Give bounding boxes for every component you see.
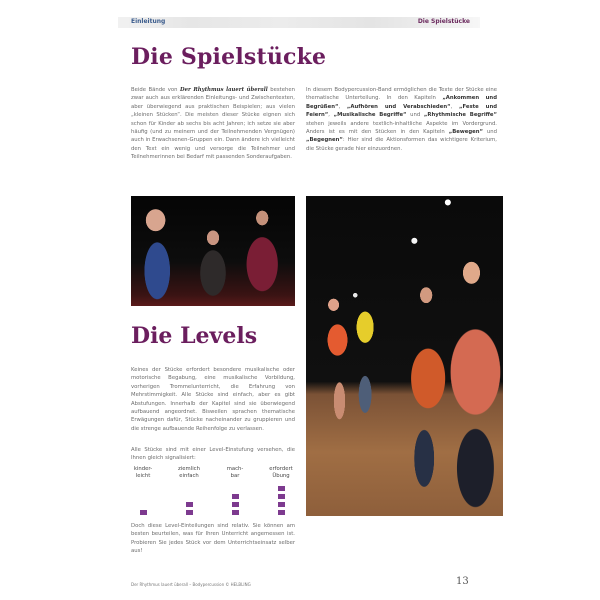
page-number: 13 xyxy=(456,576,469,587)
level-square-icon xyxy=(232,510,239,515)
footer-credit: Der Rhythmus lauert überall – Bodypercussion © HELBLING xyxy=(131,582,251,587)
text: In diesem Bodypercussion-Band ermöglichen die Texte der Stücke eine thematische Unterteilung. In den Kapiteln xyxy=(306,87,497,102)
photo-group-on-stage xyxy=(306,196,503,516)
level-square-icon xyxy=(232,502,239,507)
text: bestehen zwar auch aus erklärenden Einleitungs- und Zwischentexten, aber überwiegend aus praktischen Beispielen; aus vielen „kleinen Stücken“. Die meisten dieser Stücke eignen sich schon für Kinder ab sechs bis acht Jahren; ich setze sie aber häufig (und zu meinem und der Teilnehmenden Vergnügen) auch in Erwachsenen-Gruppen ein. Dann ändere ich vielleicht den Text ein wenig und versorge die Teilnehmer und Teilnehmerinnen bei Bedarf mit passenden Sonderaufgaben. xyxy=(131,87,295,161)
level-label: mach- xyxy=(226,466,244,472)
chapter-name: „Aufhören und Verabschieden“ xyxy=(346,103,451,110)
level-square-icon xyxy=(278,494,285,499)
level-3 xyxy=(215,466,255,479)
intro-paragraph-right xyxy=(306,86,497,153)
heading-levels: Die Levels xyxy=(131,323,258,349)
text: stehen jeweils andere textlich-inhaltliche Aspekte im Vordergrund. Anders ist es mit den Stücken in den Kapiteln xyxy=(306,120,497,136)
photo-three-performers xyxy=(131,196,295,306)
level-label: Übung xyxy=(272,472,290,479)
running-header-chapter: Die Spielstücke xyxy=(417,18,470,25)
text: Beide Bände von xyxy=(131,87,181,93)
level-square-icon xyxy=(232,494,239,499)
text: , xyxy=(338,103,347,110)
text: : Hier sind die Aktionsformen das wichtigere Kriterium, die Stücke gerade hier einzuordnen. xyxy=(306,137,497,152)
level-square-icon xyxy=(278,502,285,507)
level-square-icon xyxy=(278,486,285,491)
levels-paragraph-1: Keines der Stücke erfordert besondere musikalische oder motorische Begabung, eine musikalische Vorbildung, vorherigen Trommelunterricht, die Erfahrung von Mehrstimmigkeit. Alle Stücke sind einfach, aber es gibt Abstufungen. Innerhalb der Kapitel sind sie überwiegend aufbauend angeordnet. Bisweilen sprachen thematische Erwägungen dafür, Stücke nacheinander zu gruppieren und die strenge aufbauende Reihenfolge zu verlassen. xyxy=(131,367,295,432)
intro-paragraph-left xyxy=(131,86,295,162)
level-label: ziemlich xyxy=(178,466,200,472)
levels-paragraph-2: Alle Stücke sind mit einer Level-Einstufung versehen, die Ihnen gleich signalisiert: xyxy=(131,447,295,462)
heading-spielstuecke: Die Spielstücke xyxy=(131,44,327,70)
text: und xyxy=(406,112,424,119)
book-title: Der Rhythmus lauert überall xyxy=(180,87,268,93)
levels-paragraph-3: Doch diese Level-Einteilungen sind relativ. Sie können am besten beurteilen, was für Ihren Unterricht angemessen ist. Probieren Sie jedes Stück vor dem Unterrichtseinsatz selber aus! xyxy=(131,523,295,555)
level-label: kinder- xyxy=(133,466,153,472)
level-square-icon xyxy=(140,510,147,515)
chapter-name: „Musikalische Begriffe“ xyxy=(333,112,407,119)
chapter-name: „Begegnen“ xyxy=(306,137,343,144)
running-header-section: Einleitung xyxy=(131,18,166,25)
level-square-icon xyxy=(186,510,193,515)
chapter-name: „Feste und Feiern“ xyxy=(306,103,498,119)
level-1 xyxy=(123,466,163,479)
level-square-icon xyxy=(278,510,285,515)
level-label: erfordert xyxy=(269,466,293,472)
level-label: einfach xyxy=(179,472,199,479)
level-label: leicht xyxy=(135,472,151,479)
level-label: bar xyxy=(230,472,240,479)
level-legend xyxy=(131,466,297,518)
chapter-name: „Ankommen und Begrüßen“ xyxy=(306,95,497,110)
level-4 xyxy=(261,466,301,479)
level-square-icon xyxy=(186,502,193,507)
text: und xyxy=(482,129,497,136)
level-2 xyxy=(169,466,209,479)
chapter-name: „Rhythmische Begriffe“ xyxy=(423,112,498,119)
text: , xyxy=(450,103,460,110)
text: , xyxy=(328,112,334,119)
chapter-name: „Bewegen“ xyxy=(448,129,483,136)
